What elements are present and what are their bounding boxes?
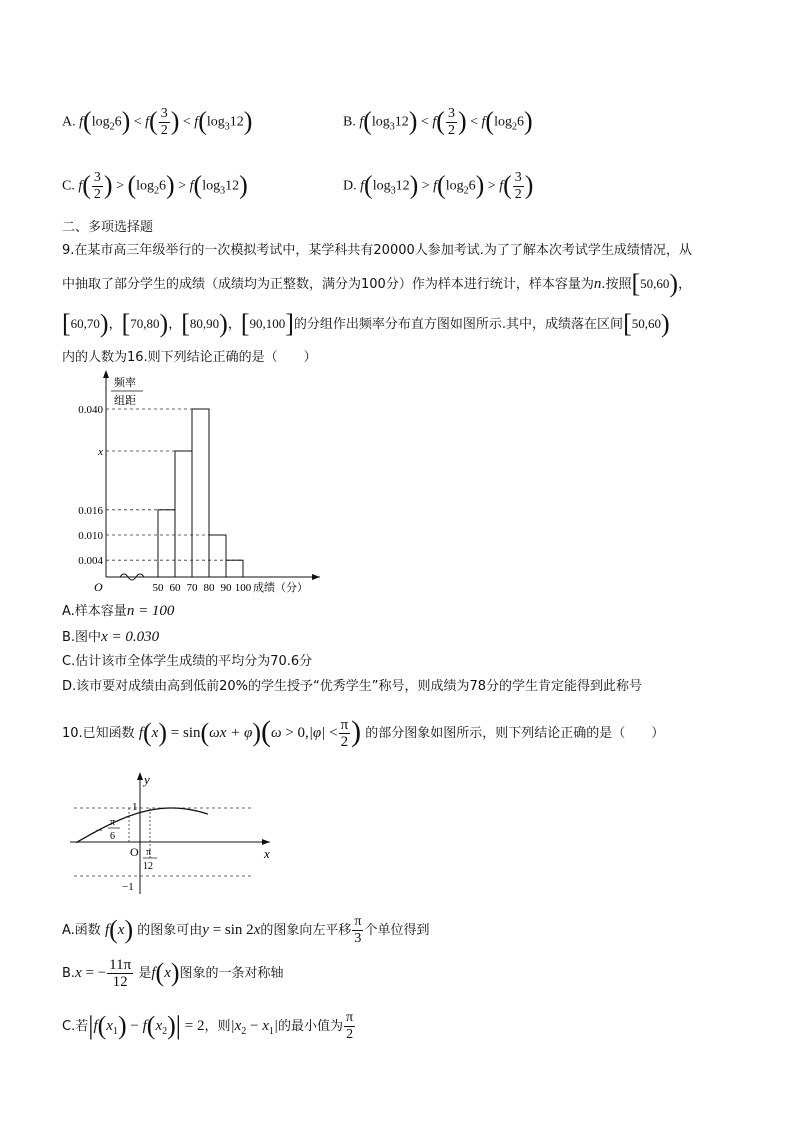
neg-pi-den: 6 [110,831,115,842]
x-label: x [264,846,270,861]
frac-num: 3 [514,170,522,185]
q8-option-c[interactable]: C. f( $\frac{3}{2}$ ) > $(\log_26) > f(\log_312)$ [62,170,248,202]
frac-num: 3 [160,106,168,121]
q9-option-b[interactable] [62,627,159,648]
q8-option-b[interactable]: B. $f(\log_312) < f$( $\frac{3}{2}$ ) < $f(\log_26)$ [343,106,533,138]
y-arrow [103,370,109,378]
q10-option-b[interactable]: B.x = − $\frac{11\pi}{12}$ 是f(x)图象的一条对称轴 [62,957,284,990]
option-expr: x = 0.030 [101,629,160,645]
sine-graph [62,768,282,898]
origin-label: O [94,580,103,594]
value: 12 [395,178,410,194]
histogram-plot [78,370,320,594]
q9-option-a[interactable] [62,601,174,622]
option-label: C. [62,178,75,194]
option-text: 图象的一条对称轴 [179,965,284,981]
x-axis-label: 成绩（分） [253,582,308,594]
q9-line-2-text: 中抽取了部分学生的成绩（成绩均为正整数，满分为100分）作为样本进行统计，样本容量为 [62,277,594,292]
interval: 60,70 [70,316,100,331]
option-label: D. [343,178,357,194]
x-arrow [262,839,270,845]
value: 6 [114,114,122,130]
histogram-bar [192,409,209,577]
option-text: C.若 [62,1019,89,1034]
ylabel-bottom: 组距 [114,395,136,407]
section-title: 二、多项选择题 [62,220,154,235]
neg-sign: − [96,823,103,837]
histogram-bar [158,510,175,577]
interval: 50,60 [631,316,661,331]
q10-prefix: 10.已知函数 [62,725,135,741]
option-text: 是 [138,965,152,981]
y-tick-label: 0.016 [78,504,103,517]
option-text: 的图象向左平移 [260,923,352,938]
interval: 50,60 [640,276,670,291]
q9-line-1: 9.在某市高三年级举行的一次模拟考试中，某学科共有20000人参加考试.为了了解本次考试学生成绩情况，从 [62,243,692,258]
option-label: A. [62,114,76,130]
x-tick-label: 90 [220,582,232,594]
q9-line-4: 内的人数为16.则下列结论正确的是（ ） [62,350,317,365]
frac-num: 3 [93,170,101,185]
value: 6 [516,114,524,130]
q10-option-c[interactable]: C.若$|f(x_1) - f(x_2)| = 2$，则$|x_2 - x_1|$的最小值为 $\frac{\pi}{2}$ [62,1010,354,1042]
frac-den: 2 [93,187,101,202]
y-tick-label: 0.010 [78,530,103,542]
frac-den: 2 [514,187,522,202]
q8-option-a[interactable]: A. $f(\log_26) < f$( $\frac{3}{2}$ ) < $f(\log_312)$ [62,106,253,138]
tick-neg1: −1 [122,881,134,893]
interval: 90,100 [249,316,286,331]
option-text: B. [62,965,76,981]
option-text: ，则 [204,1019,231,1034]
option-text: 的图象可由 [137,923,203,938]
option-text: B.图中 [62,630,102,645]
q10-stem: 10.已知函数 f(x) = sin(ωx + φ)(ω > 0,|φ| < $\frac{\pi}{2}$ ) 的部分图象如图所示，则下列结论正确的是（ ） [62,714,665,750]
y-tick-label: x [98,446,103,458]
frac-den: 2 [160,123,168,138]
interval: 70,80 [130,316,160,331]
origin-label: O [130,845,139,859]
y-arrow [137,772,143,780]
x-tick-label: 80 [203,582,215,594]
x-arrow [312,574,320,580]
frac-den: 2 [447,123,455,138]
y-tick-label: 0.004 [78,555,103,568]
x-tick-label: 100 [234,582,252,594]
tick-1: 1 [132,801,138,813]
histogram-bar [226,560,243,577]
frac-num: 3 [447,106,455,121]
option-text: A.样本容量 [62,604,127,619]
y-label: y [144,772,150,787]
value: 6 [468,178,476,194]
q9-line-2: 中抽取了部分学生的成绩（成绩均为正整数，满分为100分）作为样本进行统计，样本容量为n.按照[50,60)， [62,269,692,298]
interval: 80,90 [189,316,220,331]
histogram-bar [175,451,192,577]
value: 12 [394,114,409,130]
value: 6 [159,178,167,194]
option-expr: n = 100 [126,603,175,619]
x-tick-label: 60 [169,582,181,594]
q9-line-3-text: 的分组作出频率分布直方图如图所示.其中，成绩落在区间 [293,317,624,332]
x-tick-label: 70 [186,582,198,594]
histogram-bar [209,535,226,577]
q9-option-d[interactable]: D.该市要对成绩由高到低前20%的学生授予“优秀学生”称号，则成绩为78分的学生肯定能得到此称号 [62,679,643,694]
y-tick-label: 0.040 [78,404,103,416]
pi12-den: 12 [143,861,153,872]
pi12-num: π [146,847,152,858]
x-tick-label: 50 [152,582,164,594]
q9-line-2-tail: .按照 [601,277,632,292]
value: 12 [225,178,240,194]
q10-option-a[interactable]: A.函数 f(x) 的图象可由y = sin 2x的图象向左平移 $\frac{\pi}{3}$ 个单位得到 [62,914,430,946]
option-text: 个单位得到 [364,923,430,938]
q9-line-3: [60,70)，[70,80)，[80,90)，[90,100]的分组作出频率分布直方图如图所示.其中，成绩落在区间[50,60) [62,309,670,338]
q9-option-c[interactable]: C.估计该市全体学生成绩的平均分为70.6分 [62,654,313,669]
q10-suffix: 的部分图象如图所示，则下列结论正确的是（ ） [365,725,665,741]
option-text: A.函数 [62,923,101,938]
option-text: 的最小值为 [278,1019,344,1034]
ylabel-top: 频率 [114,377,136,389]
histogram-chart [62,368,322,600]
q8-option-d[interactable]: D. $f(\log_312) > f(\log_26) > f$( $\frac{3}{2}$ ) [343,170,534,202]
option-label: B. [343,114,356,130]
neg-pi-num: π [110,817,116,828]
value: 12 [229,114,244,130]
